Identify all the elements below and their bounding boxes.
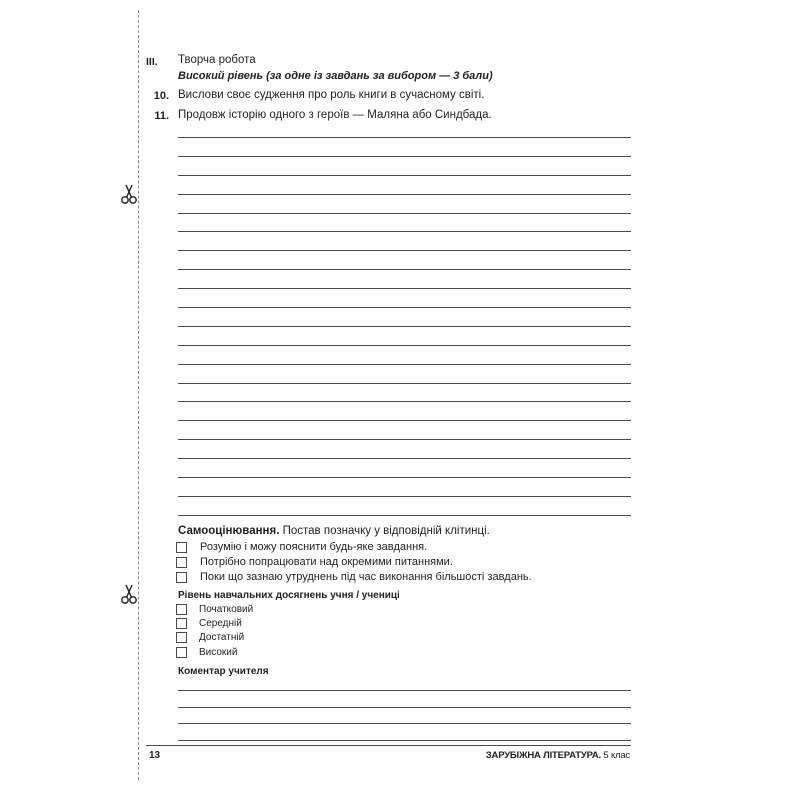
writing-line[interactable] [178,707,631,708]
section-level: Високий рівень (за одне із завдань за вибором — 3 бали) [178,70,493,82]
checkbox[interactable] [176,557,187,568]
checkbox[interactable] [176,632,187,643]
level-label: Достатній [199,632,245,643]
self-assessment-label: Самооцінювання. [178,525,280,537]
writing-line[interactable] [178,690,631,691]
book-title: ЗАРУБІЖНА ЛІТЕРАТУРА. [485,750,601,761]
writing-line[interactable] [178,496,631,497]
self-assessment-option[interactable] [176,571,532,583]
level-label: Високий [199,647,238,658]
self-assessment-option[interactable] [176,556,453,568]
option-label: Потрібно попрацювати над окремими питаннями. [200,556,453,568]
writing-line[interactable] [178,156,631,157]
writing-line[interactable] [178,401,631,402]
level-option[interactable] [176,632,244,643]
task-text: Вислови своє судження про роль книги в сучасному світі. [178,89,485,101]
level-label: Початковий [199,604,254,615]
writing-line[interactable] [178,383,631,384]
option-label: Поки що зазнаю утруднень під час виконання більшості завдань. [200,571,532,583]
writing-line[interactable] [178,194,631,195]
writing-line[interactable] [178,213,631,214]
task-number: 11. [154,110,169,122]
grade-label: 5 клас [600,750,630,761]
checkbox[interactable] [176,572,187,583]
checkbox[interactable] [176,647,187,658]
teacher-comment-title: Коментар учителя [178,666,269,677]
level-option[interactable] [176,618,242,629]
footer-book-title [486,750,630,761]
cut-line [138,10,139,780]
task-text: Продовж історію одного з героїв — Маляна або Синдбада. [178,109,492,121]
writing-line[interactable] [178,477,631,478]
scissors-icon [120,184,138,206]
self-assessment-instruction: Постав позначку у відповідній клітинці. [279,525,490,537]
writing-line[interactable] [178,723,631,724]
writing-line[interactable] [178,420,631,421]
achievement-title: Рівень навчальних досягнень учня / учениці [178,590,400,601]
teacher-comment-lines[interactable] [178,690,631,741]
task-number: 10. [153,90,169,102]
section-title: Творча робота [178,54,256,66]
writing-line[interactable] [178,269,631,270]
writing-line[interactable] [178,345,631,346]
writing-line[interactable] [178,458,631,459]
writing-line[interactable] [178,250,631,251]
section-number: III. [146,56,158,68]
writing-line[interactable] [178,231,631,232]
self-assessment-option[interactable] [176,541,427,553]
writing-line[interactable] [178,439,631,440]
answer-lines[interactable] [178,137,631,516]
writing-line[interactable] [178,175,631,176]
checkbox[interactable] [176,604,187,615]
writing-line[interactable] [178,288,631,289]
footer-rule [146,745,631,746]
level-label: Середній [199,618,242,629]
writing-line[interactable] [178,740,631,741]
writing-line[interactable] [178,515,631,516]
page-number: 13 [149,750,161,761]
writing-line[interactable] [178,364,631,365]
option-label: Розумію і можу пояснити будь-яке завдання. [200,541,428,553]
level-option[interactable] [176,647,237,658]
checkbox[interactable] [176,542,187,553]
writing-line[interactable] [178,137,631,138]
scissors-icon [120,584,138,606]
level-option[interactable] [176,604,253,615]
self-assessment-title [178,525,490,537]
writing-line[interactable] [178,307,631,308]
checkbox[interactable] [176,618,187,629]
writing-line[interactable] [178,326,631,327]
